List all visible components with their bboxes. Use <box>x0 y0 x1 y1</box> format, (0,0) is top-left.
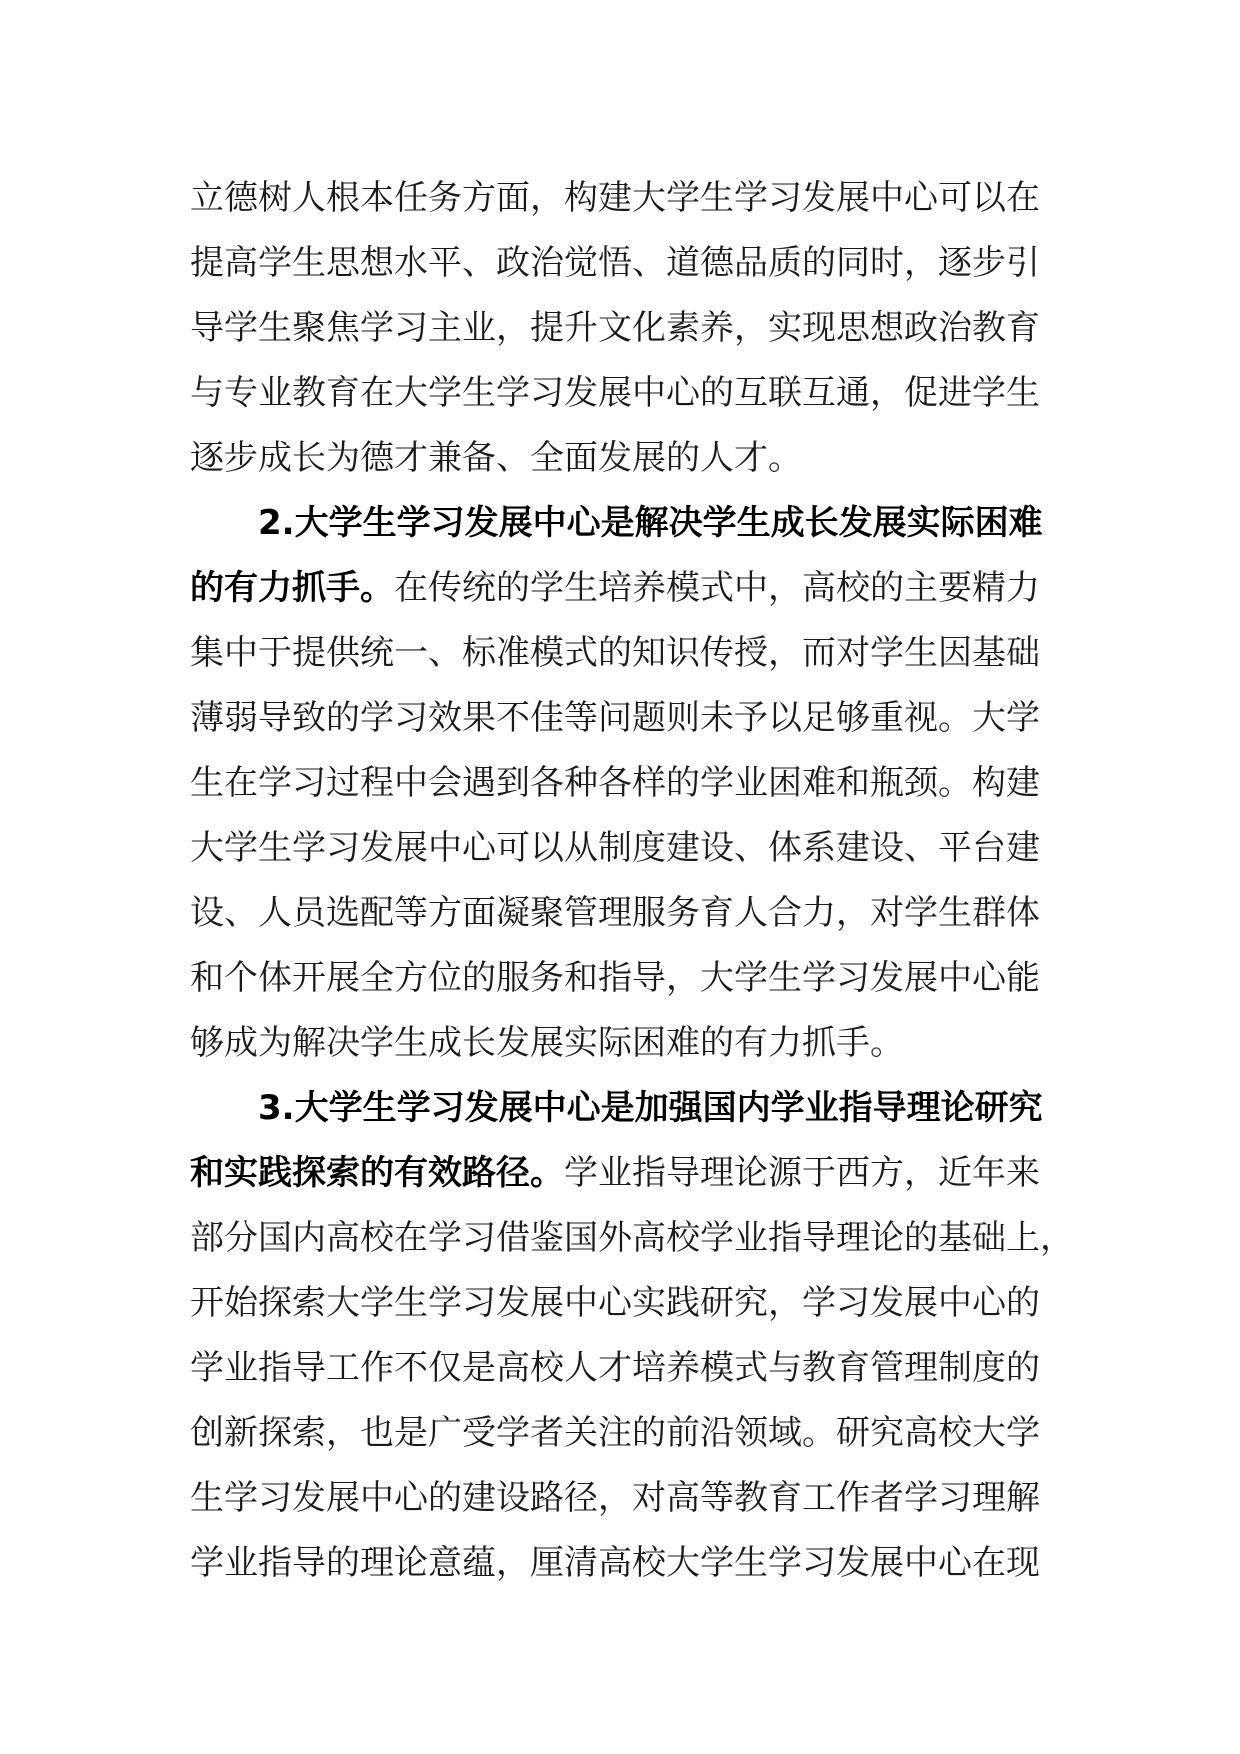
text-line: 立德树人根本任务方面，构建大学生学习发展中心可以在 <box>190 178 1040 218</box>
text-line: 与专业教育在大学生学习发展中心的互联互通，促进学生 <box>190 373 1040 413</box>
text-span: 学业指导理论源于西方，近年来 <box>564 1153 1040 1193</box>
text-line: 学业指导的理论意蕴，厘清高校大学生学习发展中心在现 <box>190 1543 1040 1583</box>
text-line: 提高学生思想水平、政治觉悟、道德品质的同时，逐步引 <box>190 243 1040 283</box>
text-line: 部分国内高校在学习借鉴国外高校学业指导理论的基础上， <box>190 1218 1074 1258</box>
text-line <box>190 556 1090 621</box>
text-line: 和个体开展全方位的服务和指导，大学生学习发展中心能 <box>190 958 1040 998</box>
text-line: 薄弱导致的学习效果不佳等问题则未予以足够重视。大学 <box>190 698 1040 738</box>
text-span: 在传统的学生培养模式中，高校的主要精力 <box>394 568 1040 608</box>
paragraph-intro <box>190 166 1090 491</box>
text-line: 学业指导工作不仅是高校人才培养模式与教育管理制度的 <box>190 1348 1040 1388</box>
text-line: 导学生聚焦学习主业，提升文化素养，实现思想政治教育 <box>190 308 1040 348</box>
paragraph-3 <box>190 1076 1090 1596</box>
paragraph-2 <box>190 491 1090 1076</box>
document-body <box>190 166 1090 1596</box>
text-line: 生在学习过程中会遇到各种各样的学业困难和瓶颈。构建 <box>190 763 1040 803</box>
section-heading-tail: 的有力抓手。 <box>190 568 394 608</box>
text-line: 逐步成长为德才兼备、全面发展的人才。 <box>190 438 802 478</box>
text-line: 够成为解决学生成长发展实际困难的有力抓手。 <box>190 1023 904 1063</box>
section-heading: 2.大学生学习发展中心是解决学生成长发展实际困难 <box>258 503 1043 543</box>
section-heading-tail: 和实践探索的有效路径。 <box>190 1153 564 1193</box>
text-line: 生学习发展中心的建设路径，对高等教育工作者学习理解 <box>190 1478 1040 1518</box>
section-heading: 3.大学生学习发展中心是加强国内学业指导理论研究 <box>258 1088 1043 1128</box>
text-line: 集中于提供统一、标准模式的知识传授，而对学生因基础 <box>190 633 1040 673</box>
text-line: 开始探索大学生学习发展中心实践研究，学习发展中心的 <box>190 1283 1040 1323</box>
text-line: 设、人员选配等方面凝聚管理服务育人合力，对学生群体 <box>190 893 1040 933</box>
text-line: 创新探索，也是广受学者关注的前沿领域。研究高校大学 <box>190 1413 1040 1453</box>
text-line: 大学生学习发展中心可以从制度建设、体系建设、平台建 <box>190 828 1040 868</box>
text-line <box>190 1141 1090 1206</box>
